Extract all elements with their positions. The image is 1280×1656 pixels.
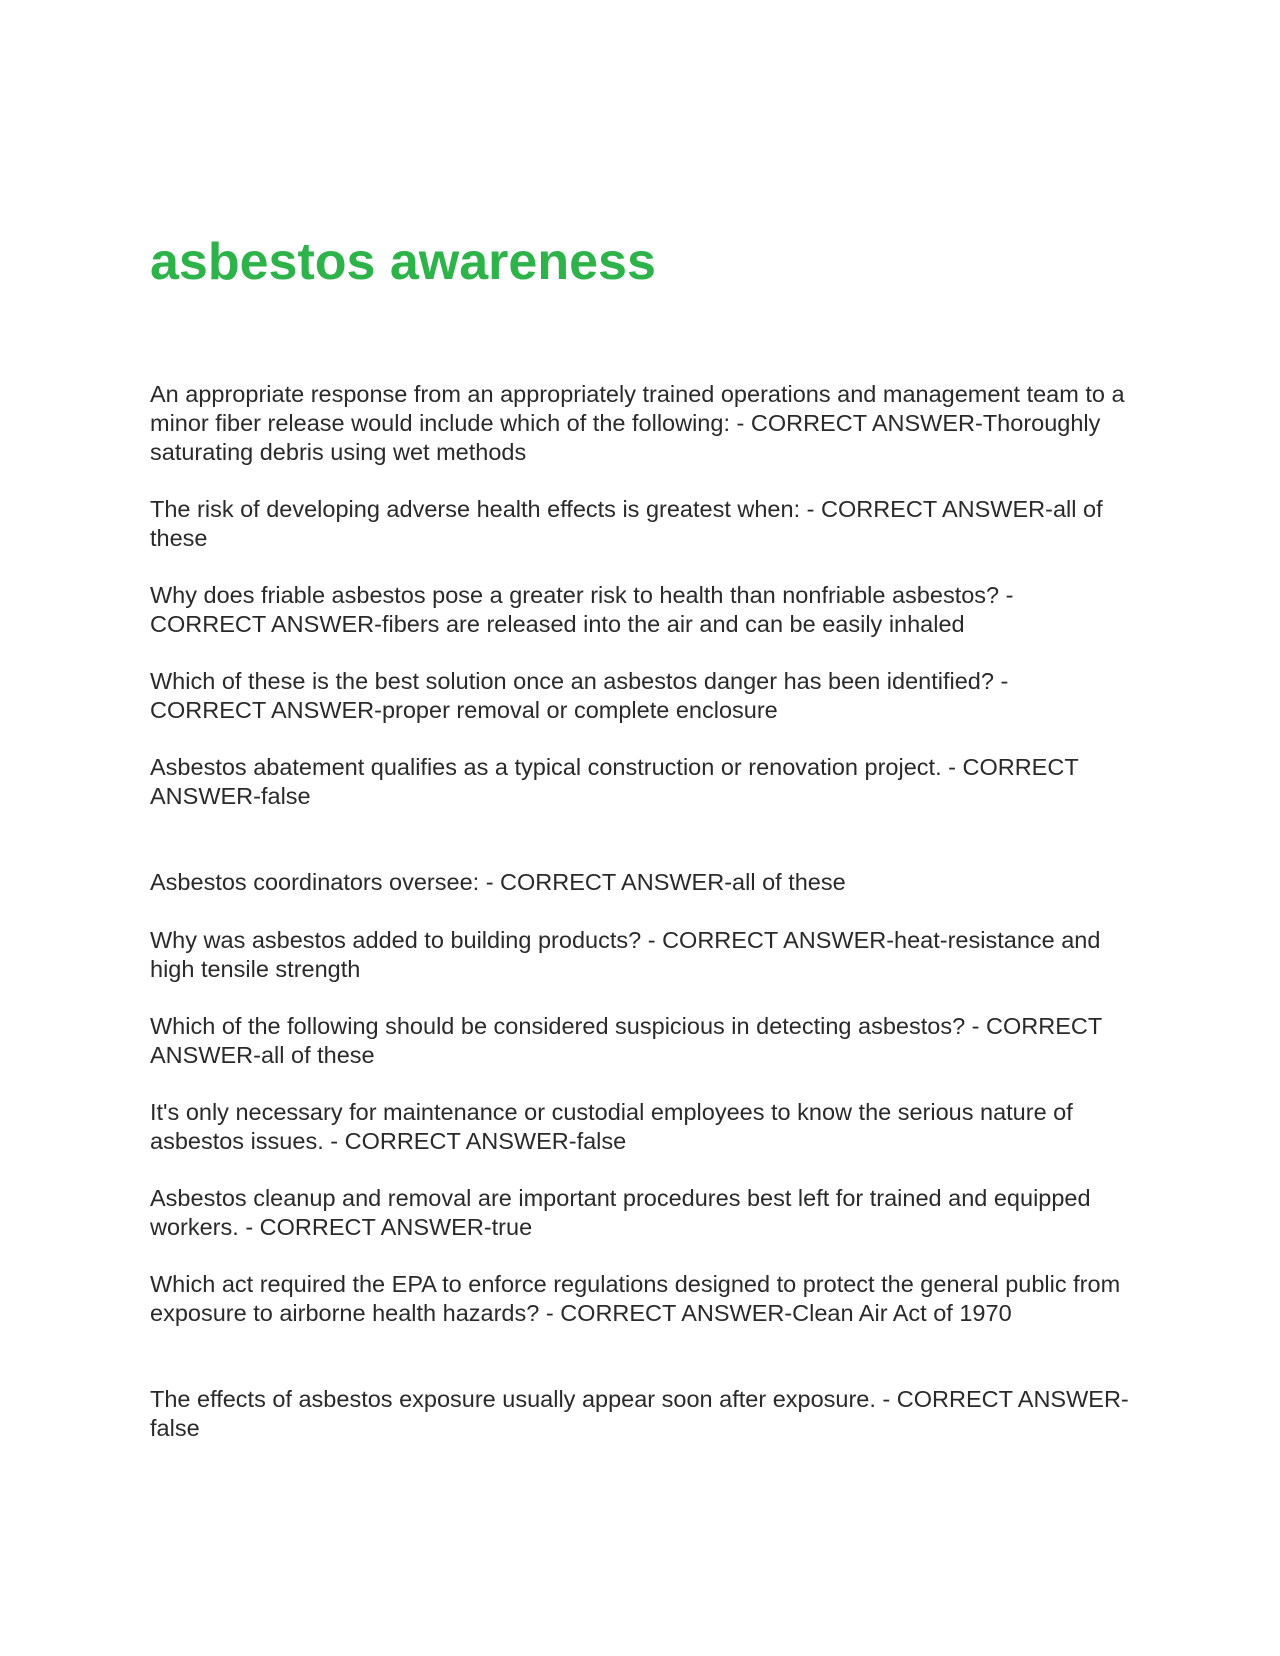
qa-item: Which act required the EPA to enforce regulations designed to protect the general public from exposure to airborne health hazards? - CORRECT ANSWER-Clean Air Act of 1970: [150, 1271, 1121, 1326]
qa-item: Which of these is the best solution once an asbestos danger has been identified? - CORRECT ANSWER-proper removal or complete enclosure: [150, 668, 1009, 723]
qa-item: Which of the following should be considered suspicious in detecting asbestos? - CORRECT ANSWER-all of these: [150, 1013, 1102, 1068]
qa-item: Asbestos cleanup and removal are important procedures best left for trained and equipped workers. - CORRECT ANSWER-true: [150, 1185, 1091, 1240]
qa-item: It's only necessary for maintenance or custodial employees to know the serious nature of asbestos issues. - CORRECT ANSWER-false: [150, 1099, 1073, 1154]
qa-item: An appropriate response from an appropriately trained operations and management team to a minor fiber release would include which of the following: - CORRECT ANSWER-Thoroughly saturating debris using wet methods: [150, 381, 1125, 465]
qa-item: The risk of developing adverse health effects is greatest when: - CORRECT ANSWER-all of these: [150, 496, 1103, 551]
qa-item: Asbestos coordinators oversee: - CORRECT ANSWER-all of these: [150, 869, 846, 895]
qa-item: Why was asbestos added to building products? - CORRECT ANSWER-heat-resistance and high tensile strength: [150, 927, 1101, 982]
qa-item: Why does friable asbestos pose a greater risk to health than nonfriable asbestos? - CORRECT ANSWER-fibers are released into the air and can be easily inhaled: [150, 582, 1014, 637]
document-title: asbestos awareness: [150, 233, 656, 291]
qa-item: The effects of asbestos exposure usually appear soon after exposure. - CORRECT ANSWER-false: [150, 1386, 1129, 1441]
qa-item: Asbestos abatement qualifies as a typical construction or renovation project. - CORRECT ANSWER-false: [150, 754, 1079, 809]
